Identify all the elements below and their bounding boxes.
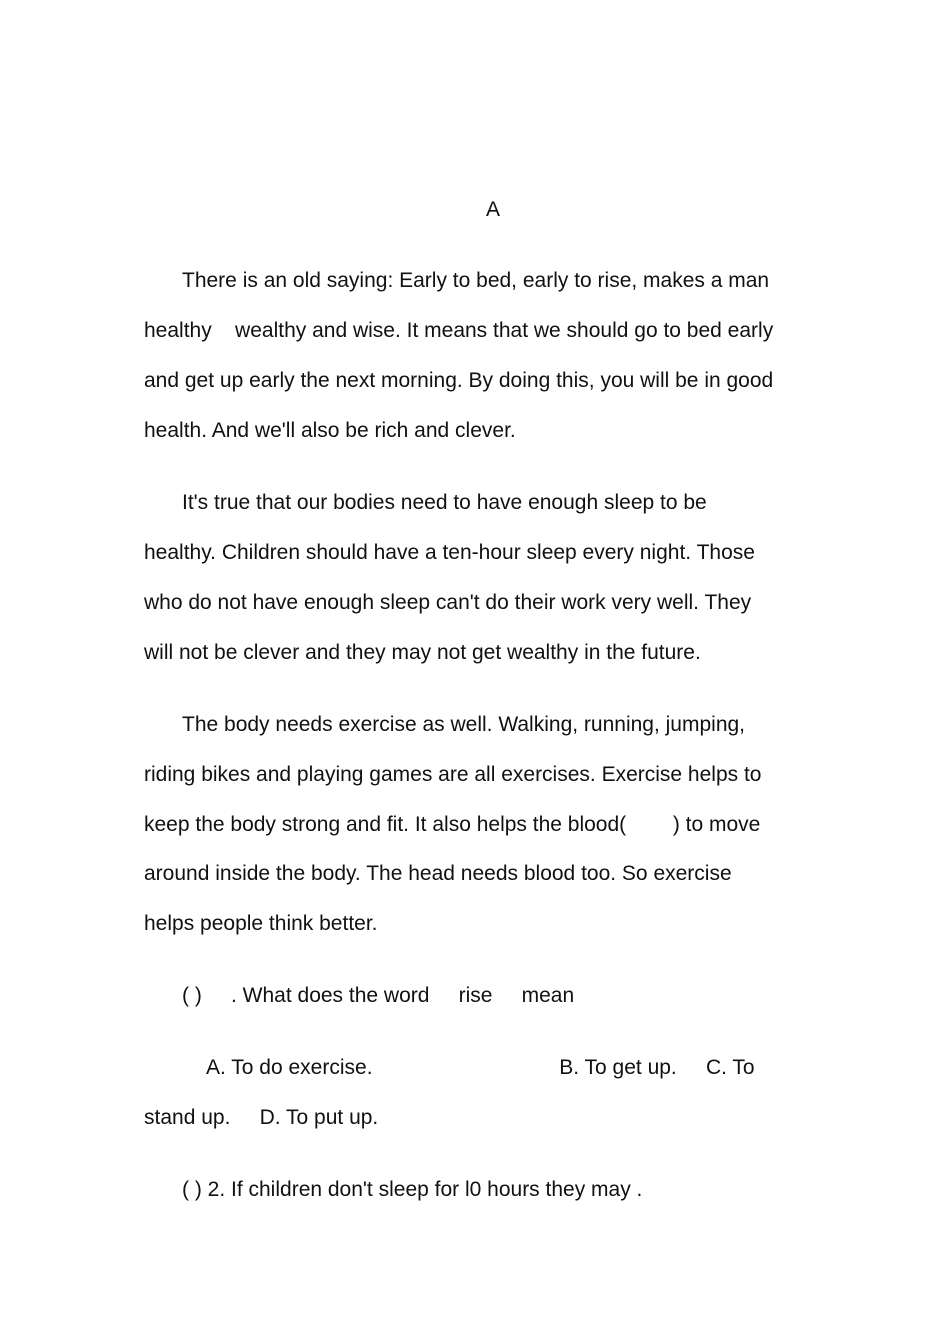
question-1-options-line-2: stand up. D. To put up.: [144, 1106, 379, 1129]
question-1-options-line-1: A. To do exercise. B. To get up. C. To: [206, 1056, 755, 1079]
paragraph-1-line-4: health. And we'll also be rich and clever.: [144, 419, 516, 442]
section-title: A: [486, 198, 501, 221]
paragraph-2-line-1: It's true that our bodies need to have enough sleep to be: [182, 491, 707, 514]
question-2-stem: ( ) 2. If children don't sleep for l0 hours they may .: [182, 1178, 643, 1201]
paragraph-3-line-5: helps people think better.: [144, 912, 378, 935]
paragraph-1-line-1: There is an old saying: Early to bed, early to rise, makes a man: [182, 269, 770, 292]
paragraph-3-line-1: The body needs exercise as well. Walking, running, jumping,: [182, 713, 746, 736]
paragraph-2-line-3: who do not have enough sleep can't do their work very well. They: [144, 591, 752, 614]
paragraph-3-line-4: around inside the body. The head needs blood too. So exercise: [144, 862, 732, 885]
paragraph-3-line-2: riding bikes and playing games are all exercises. Exercise helps to: [144, 763, 762, 786]
paragraph-2-line-2: healthy. Children should have a ten-hour sleep every night. Those: [144, 541, 755, 564]
paragraph-2-line-4: will not be clever and they may not get wealthy in the future.: [144, 641, 701, 664]
paragraph-1-line-3: and get up early the next morning. By doing this, you will be in good: [144, 369, 774, 392]
paragraph-3-line-3: keep the body strong and fit. It also helps the blood( ) to move: [144, 813, 761, 836]
question-1-stem: ( ) . What does the word rise mean: [182, 984, 575, 1007]
paragraph-1-line-2: healthy wealthy and wise. It means that we should go to bed early: [144, 319, 774, 342]
